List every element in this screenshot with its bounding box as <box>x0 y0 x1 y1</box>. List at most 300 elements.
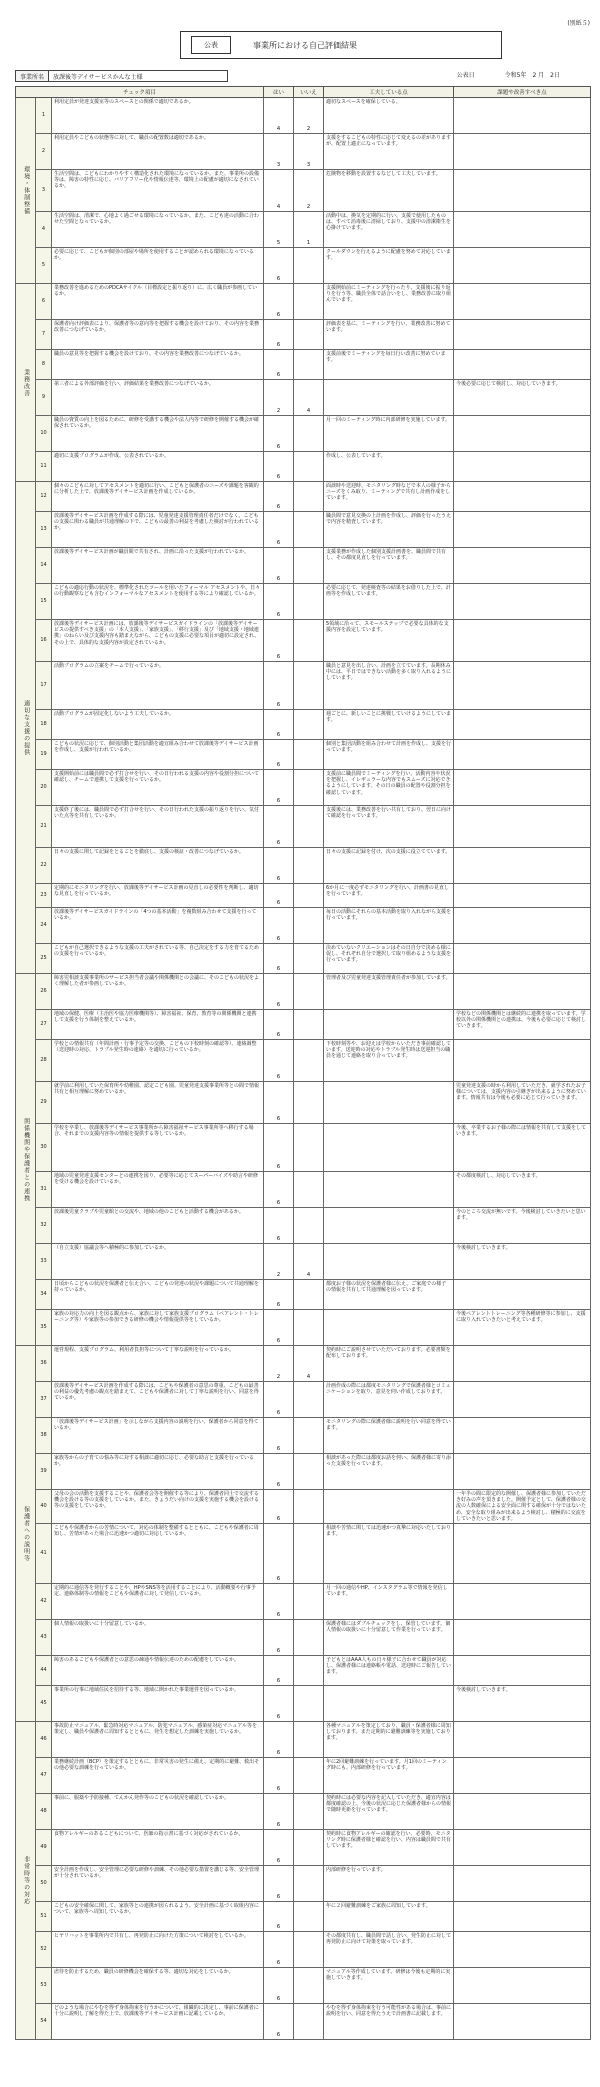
issue-text <box>454 452 591 482</box>
table-row <box>16 1722 591 1758</box>
row-number: 50 <box>36 1866 52 1902</box>
no-count <box>294 548 324 584</box>
yes-count: 5 <box>264 212 294 248</box>
yes-count: 2 <box>264 1346 294 1382</box>
issue-text <box>454 1524 591 1584</box>
yes-count: 6 <box>264 710 294 740</box>
table-row <box>16 584 591 620</box>
row-number: 31 <box>36 1172 52 1208</box>
issue-text <box>454 1346 591 1382</box>
check-item: 職員の資質の向上を図るために、研修を受講する機会や法人内等で研修を開催する機会が確保されているか。 <box>52 416 264 452</box>
table-row <box>16 1418 591 1454</box>
issue-text <box>454 806 591 848</box>
check-item: 安全計画を作成し、安全管理に必要な研修や訓練、その他必要な措置を講じる等、安全管理が十分されているか。 <box>52 1866 264 1902</box>
issue-text <box>454 416 591 452</box>
yes-count: 6 <box>264 908 294 944</box>
row-number: 20 <box>36 770 52 806</box>
table-row <box>16 1866 591 1902</box>
effort-text <box>324 1310 454 1346</box>
issue-text <box>454 2004 591 2040</box>
issue-text: 今後検討していきます。 <box>454 1244 591 1280</box>
check-item: 放課後等デイサービスガイドラインの「4つの基本活動」を複数組み合わせて支援を行っているか。 <box>52 908 264 944</box>
row-number: 1 <box>36 98 52 134</box>
effort-text <box>324 1010 454 1040</box>
no-count <box>294 974 324 1010</box>
no-count <box>294 1968 324 2004</box>
issue-text <box>454 770 591 806</box>
yes-count: 6 <box>264 1454 294 1490</box>
no-count <box>294 284 324 320</box>
table-row <box>16 806 591 848</box>
header-no: いいえ <box>294 87 324 98</box>
issue-text <box>454 740 591 770</box>
yes-count: 6 <box>264 974 294 1010</box>
publish-date: 令和5年 2 月 2日 <box>504 72 560 79</box>
row-number: 36 <box>36 1346 52 1382</box>
publish-date-block <box>457 70 590 82</box>
check-item: 支援終了後には、職員間で必ず打合せを行い、その日行われた支援の振り返りを行い、気付いた点等を共有しているか。 <box>52 806 264 848</box>
row-number: 46 <box>36 1722 52 1758</box>
issue-text <box>454 548 591 584</box>
table-row <box>16 1172 591 1208</box>
issue-text: 児童発達支援の時から利用していただき、就学されたお子様については、支援内容の引継ぎが出来るように努めています。情報共有は今後も必要に応じて行っていきます。 <box>454 1082 591 1124</box>
header-effort: 工夫している点 <box>324 87 454 98</box>
effort-text: クールダウンを行えるように配慮を努めて対応しています。 <box>324 248 454 284</box>
no-count <box>294 1686 324 1722</box>
table-row <box>16 620 591 662</box>
check-item: 地域の児童発達支援センターとの連携を図り、必要等に応じてスーパーバイズや助言や研修を受ける機会を設けているか。 <box>52 1172 264 1208</box>
yes-count: 6 <box>264 1866 294 1902</box>
no-count <box>294 1382 324 1418</box>
table-row <box>16 1040 591 1082</box>
table-row <box>16 320 591 350</box>
issue-text <box>454 350 591 380</box>
check-item: こどもや保護者からの苦情について、対応の体制を整備するとともに、こどもや保護者に周知し、苦情があった場合に迅速かつ適切に対応しているか。 <box>52 1524 264 1584</box>
row-number: 43 <box>36 1620 52 1656</box>
table-row <box>16 662 591 710</box>
row-number: 10 <box>36 416 52 452</box>
effort-text: 支援をするこどもの特性に応じて変えるの差がありますが、配置上適正になっています。 <box>324 134 454 170</box>
effort-text: 年に２回避難訓練をご家族に周知しています。 <box>324 1902 454 1932</box>
no-count <box>294 1418 324 1454</box>
issue-text: 今後検討していきます。 <box>454 1686 591 1722</box>
section-label: 非常時等の対応 <box>16 1722 36 2040</box>
effort-text: 計画作成の際には都度モニタリングで保護者様とコミュニケーションを取り、意見を伺い作成しております。 <box>324 1382 454 1418</box>
row-number: 24 <box>36 908 52 944</box>
no-count: 3 <box>294 134 324 170</box>
row-number: 26 <box>36 974 52 1010</box>
check-item: 生活空間は、清潔で、心地よく過ごせる環境になっているか。また、こども達の活動に合わせた空間となっているか。 <box>52 212 264 248</box>
yes-count: 6 <box>264 1968 294 2004</box>
check-item: 必要に応じて、こどもが個別の部屋や場所を使用することが認められる環境になっているか。 <box>52 248 264 284</box>
effort-text: 支援業務が作成した個別支援計画書を、職員間で共有し、その都度見直しを行っています。 <box>324 548 454 584</box>
no-count: 2 <box>294 98 324 134</box>
effort-text: 支援前に職員間でミーティングを行い、活動内容や状況を把握し、イレギュラーな内容でもスムーズに対応できるようにしています。その日の職員の配置や役割分担を確認しています。 <box>324 770 454 806</box>
section-label: 保護者への説明等 <box>16 1346 36 1722</box>
issue-text: 学校などの関係機関とは継続的に連携を取っています。学校以外の関係機関との連携は、今後も必要に応じて検討していきます。 <box>454 1010 591 1040</box>
row-number: 47 <box>36 1758 52 1794</box>
check-item: こどもの適応行動の状況を、標準化されたツールを用いたフォーマル アセスメントや、日々の行動観察なども含むインフォーマルなアセスメントを使用する等により確認しているか。 <box>52 584 264 620</box>
issue-text: 今後必要に応じて検討し、対応していきます。 <box>454 380 591 416</box>
issue-text <box>454 1656 591 1686</box>
check-item: 日頃からこどもの状況を保護者と伝え合い、こどもの発達の状況や課題について共通理解を持っているか。 <box>52 1280 264 1310</box>
effort-text: 内部研修を行っています。 <box>324 1866 454 1902</box>
check-item: 第三者による外部評価を行い、評価結果を業務改善につなげているか。 <box>52 380 264 416</box>
check-item: どのような場合にやむを得ず身体拘束を行うかについて、組織的に決定し、事前に保護者に十分に説明し了解を得た上で、放課後等デイサービス計画に記載しているか。 <box>52 2004 264 2040</box>
title-box <box>180 31 502 59</box>
yes-count: 6 <box>264 1656 294 1686</box>
issue-text <box>454 1866 591 1902</box>
public-tag: 公表 <box>191 36 231 54</box>
yes-count: 6 <box>264 1010 294 1040</box>
table-row <box>16 1656 591 1686</box>
no-count <box>294 1040 324 1082</box>
table-row <box>16 1794 591 1830</box>
issue-text <box>454 134 591 170</box>
yes-count: 6 <box>264 848 294 884</box>
row-number: 44 <box>36 1656 52 1686</box>
issue-text <box>454 1454 591 1490</box>
check-item: ヒヤリハットを事業所内で共有し、再発防止に向けた方策について検討をしているか。 <box>52 1932 264 1968</box>
row-number: 18 <box>36 710 52 740</box>
table-row <box>16 908 591 944</box>
row-number: 40 <box>36 1490 52 1524</box>
issue-text <box>454 1902 591 1932</box>
table-row <box>16 1524 591 1584</box>
check-item: 放課後等デイサービス計画を作成する際には、こどもや保護者の意思の尊重、こどもの最善の利益の優先考慮の観点を踏まえて、こどもや保護者に対して丁寧な説明を行い、同意を得ているか。 <box>52 1382 264 1418</box>
issue-text <box>454 1794 591 1830</box>
check-item: 障害児相談支援事業所のサービス担当者会議や関係機関との会議に、そのこどもの状況をよく理解した者が参画しているか。 <box>52 974 264 1010</box>
effort-text: 相談があった際には都度お話を伺い、保護者様に寄り添った支援を行っています。 <box>324 1454 454 1490</box>
issue-text <box>454 1968 591 2004</box>
yes-count: 6 <box>264 806 294 848</box>
effort-text: 管理者及び児童発達支援管理責任者が参加しています。 <box>324 974 454 1010</box>
check-item: 業務継続計画（BCP）を策定するとともに、非常災害の発生に備え、定期的に避難、救出その他必要な訓練を行っているか。 <box>52 1758 264 1794</box>
effort-text <box>324 1208 454 1244</box>
table-header-row <box>16 87 591 98</box>
row-number: 14 <box>36 548 52 584</box>
issue-text <box>454 884 591 908</box>
no-count: 4 <box>294 380 324 416</box>
yes-count: 6 <box>264 1902 294 1932</box>
no-count <box>294 662 324 710</box>
issue-text: 今後ペアレントトレーニング等各種研修等に参加し、支援に取り入れていきたいと考えています。 <box>454 1310 591 1346</box>
effort-text <box>324 380 454 416</box>
header-issue: 課題や改善すべき点 <box>454 87 591 98</box>
yes-count: 6 <box>264 284 294 320</box>
issue-text <box>454 248 591 284</box>
yes-count: 6 <box>264 1124 294 1172</box>
no-count <box>294 416 324 452</box>
row-number: 51 <box>36 1902 52 1932</box>
no-count <box>294 1620 324 1656</box>
row-number: 45 <box>36 1686 52 1722</box>
issue-text <box>454 482 591 512</box>
yes-count: 6 <box>264 1490 294 1524</box>
section-label: 業務改善 <box>16 284 36 482</box>
effort-text: 6か月に一度必ずモニタリングを行い、計画書の見直しを行っています。 <box>324 884 454 908</box>
table-row <box>16 740 591 770</box>
no-count: 2 <box>294 170 324 212</box>
yes-count: 6 <box>264 1794 294 1830</box>
row-number: 11 <box>36 452 52 482</box>
row-number: 30 <box>36 1124 52 1172</box>
issue-text <box>454 974 591 1010</box>
issue-text <box>454 1040 591 1082</box>
effort-text: 年に2回避難訓練を行っています。月1回のミーティング時にも、内部研修を行っています。 <box>324 1758 454 1794</box>
table-row <box>16 1082 591 1124</box>
row-number: 37 <box>36 1382 52 1418</box>
section-label: 関係機関や保護者との連携 <box>16 974 36 1346</box>
effort-text: 都度お子様の状況を保護者様に伝え、ご家庭での様子の情報を共有して共通理解を図っています。 <box>324 1280 454 1310</box>
row-number: 38 <box>36 1418 52 1454</box>
table-row <box>16 380 591 416</box>
row-number: 48 <box>36 1794 52 1830</box>
effort-text: 職員間で意見交換の上計画を作成し、評価を行ったうえで内容を精査しています。 <box>324 512 454 548</box>
issue-text <box>454 212 591 248</box>
issue-text <box>454 284 591 320</box>
no-count <box>294 1124 324 1172</box>
no-count <box>294 770 324 806</box>
no-count: 4 <box>294 1346 324 1382</box>
issue-text <box>454 848 591 884</box>
issue-text: 今のところ交流が無いです。今後検討していきたいと思います。 <box>454 1208 591 1244</box>
effort-text: 相談や苦情に関しては迅速かつ真摯に対応いたしております。 <box>324 1524 454 1584</box>
row-number: 27 <box>36 1010 52 1040</box>
yes-count: 6 <box>264 1524 294 1584</box>
table-row <box>16 512 591 548</box>
no-count <box>294 452 324 482</box>
effort-text: 適切なスペースを確保している。 <box>324 98 454 134</box>
row-number: 33 <box>36 1244 52 1280</box>
effort-text: 週ごとに、新しいことに挑戦していけるようにしています。 <box>324 710 454 740</box>
check-item: 定期的にモニタリングを行い、放課後等デイサービス計画の見直しの必要性を判断し、適切な見直しを行っているか。 <box>52 884 264 908</box>
table-row <box>16 1454 591 1490</box>
table-row <box>16 770 591 806</box>
table-row <box>16 134 591 170</box>
check-item: 事故防止マニュアル、緊急時対応マニュアル、防犯マニュアル、感染症対応マニュアル等を策定し、職員や保護者に周知するとともに、発生を想定した訓練を実施しているか。 <box>52 1722 264 1758</box>
no-count <box>294 1454 324 1490</box>
row-number: 42 <box>36 1584 52 1620</box>
effort-text: 作成し、公表しています。 <box>324 452 454 482</box>
yes-count: 2 <box>264 1244 294 1280</box>
effort-text: 契約時に食物アレルギーの確認を行い、必要時、モニタリング時に保護者様と確認を行い、内容は職員間で共有しています。 <box>324 1830 454 1866</box>
yes-count: 6 <box>264 770 294 806</box>
table-row <box>16 974 591 1010</box>
no-count <box>294 740 324 770</box>
row-number: 28 <box>36 1040 52 1082</box>
table-row <box>16 1968 591 2004</box>
row-number: 52 <box>36 1932 52 1968</box>
check-item: 「放課後等デイサービス計画」を示しながら支援内容の説明を行い、保護者から同意を得ているか。 <box>52 1418 264 1454</box>
row-number: 16 <box>36 620 52 662</box>
page-title: 事業所における自己評価結果 <box>253 40 357 50</box>
no-count <box>294 584 324 620</box>
check-item: 学校との情報共有（年間計画・行事予定等の交換、こどもの下校時刻の確認等）、連絡調整（送迎時の対応、トラブル発生時の連絡）を適切に行っているか。 <box>52 1040 264 1082</box>
check-item: 活動プログラムが固定化しないよう工夫しているか。 <box>52 710 264 740</box>
no-count <box>294 1082 324 1124</box>
check-item: 放課後児童クラブや児童館との交流や、地域の他のこどもと活動する機会があるか。 <box>52 1208 264 1244</box>
effort-text <box>324 1686 454 1722</box>
row-number: 35 <box>36 1310 52 1346</box>
no-count <box>294 320 324 350</box>
publish-date-label: 公表日 <box>456 72 475 79</box>
row-number: 5 <box>36 248 52 284</box>
no-count <box>294 1010 324 1040</box>
effort-text: モニタリングの際に保護者様に説明を行い同意を得ています。 <box>324 1418 454 1454</box>
check-item: 定期的に通信等を発行することや、HPやSNS等を活用することにより、活動概要や行事予定、連絡体制等の情報をこどもや保護者に対して発信しているか。 <box>52 1584 264 1620</box>
no-count <box>294 1172 324 1208</box>
check-item: 日々の支援に関して記録をとることを徹底し、支援の検証・改善につなげているか。 <box>52 848 264 884</box>
effort-text: 活動中は、換気を定期的に行い、支援で使用したものは、すべて消毒後に清掃しており、支援中の清潔衛生を心掛けています。 <box>324 212 454 248</box>
form-id: (別紙５) <box>567 20 590 27</box>
check-item: （自立支援）協議会等へ積極的に参加しているか。 <box>52 1244 264 1280</box>
table-row <box>16 248 591 284</box>
check-item: 家族等からの子育ての悩み等に対する相談に適切に応じ、必要な助言と支援を行っているか。 <box>52 1454 264 1490</box>
check-item: こどもが自己選択できるような支援の工夫がされている等、自己決定をする力を育てるための支援を行っているか。 <box>52 944 264 974</box>
no-count <box>294 1830 324 1866</box>
yes-count: 6 <box>264 620 294 662</box>
table-body <box>16 98 591 2040</box>
yes-count: 6 <box>264 1280 294 1310</box>
no-count <box>294 908 324 944</box>
no-count: 4 <box>294 1244 324 1280</box>
yes-count: 6 <box>264 416 294 452</box>
issue-text <box>454 170 591 212</box>
effort-text: 評価表を基に、ミーティングを行い、業務改善に努めています。 <box>324 320 454 350</box>
effort-text: 危険物を移動を設置するなどして工夫しています。 <box>324 170 454 212</box>
row-number: 29 <box>36 1082 52 1124</box>
row-number: 34 <box>36 1280 52 1310</box>
effort-text: 月一回の通信やHP、インスタグラム等で情報を発信しています。 <box>324 1584 454 1620</box>
row-number: 21 <box>36 806 52 848</box>
effort-text <box>324 1244 454 1280</box>
table-row <box>16 98 591 134</box>
issue-text <box>454 1758 591 1794</box>
effort-text: 5領域に沿って、スモールステップで必要な具体的な支援内容を設定しています。 <box>324 620 454 662</box>
yes-count: 6 <box>264 1382 294 1418</box>
effort-text: 決めていないクリエーションはその日自分で決める様に促し、それぞれ自分で選択して取り組めるような支援を行っています。 <box>324 944 454 974</box>
effort-text: 面談時や送迎時、モニタリング時などで本人の様子からニーズをくみ取り、ミーティングで共有し計画作成をしています。 <box>324 482 454 512</box>
yes-count: 6 <box>264 1418 294 1454</box>
effort-text <box>324 1172 454 1208</box>
no-count <box>294 620 324 662</box>
row-number: 15 <box>36 584 52 620</box>
office-name: 放課後等デイサービスかんな士様 <box>49 70 228 82</box>
yes-count: 6 <box>264 248 294 284</box>
issue-text <box>454 1722 591 1758</box>
effort-text: マニュアル等作成しています。研修は今後も定期的に実施していきます。 <box>324 1968 454 2004</box>
evaluation-table <box>15 86 591 2040</box>
row-number: 12 <box>36 482 52 512</box>
issue-text <box>454 1620 591 1656</box>
table-row <box>16 848 591 884</box>
issue-text <box>454 1932 591 1968</box>
check-item: 個人情報の取扱いに十分留意しているか。 <box>52 1620 264 1656</box>
table-row <box>16 1830 591 1866</box>
no-count <box>294 1722 324 1758</box>
check-item: 生活空間は、こどもにわかりやすく構造化された環境になっているか。また、事業所の設備等は、障害の特性に応じ、バリアフリー化や情報伝達等、環境上の配慮が適切になされているか。 <box>52 170 264 212</box>
table-row <box>16 1620 591 1656</box>
no-count <box>294 710 324 740</box>
yes-count: 6 <box>264 1584 294 1620</box>
yes-count: 6 <box>264 350 294 380</box>
row-number: 17 <box>36 662 52 710</box>
check-item: 食物アレルギーのあるこどもについて、医師の指示書に基づく対応がされているか。 <box>52 1830 264 1866</box>
yes-count: 6 <box>264 1208 294 1244</box>
table-row <box>16 212 591 248</box>
issue-text <box>454 1418 591 1454</box>
effort-text: 個別と集団活動を組み合わせて計画を作成し、支援を行っています。 <box>324 740 454 770</box>
row-number: 3 <box>36 170 52 212</box>
check-item: 学校を卒業し、放課後等デイサービス事業所から障害福祉サービス事業所等へ移行する場合、それまでの支援内容等の情報を提供する等しているか。 <box>52 1124 264 1172</box>
header-yes: はい <box>264 87 294 98</box>
table-row <box>16 1010 591 1040</box>
yes-count: 6 <box>264 1758 294 1794</box>
yes-count: 6 <box>264 944 294 974</box>
no-count <box>294 1656 324 1686</box>
table-row <box>16 1280 591 1310</box>
no-count <box>294 1208 324 1244</box>
yes-count: 6 <box>264 1310 294 1346</box>
header-check-item: チェック項目 <box>16 87 264 98</box>
check-item: 職員の意見等を把握する機会を設けており、その内容を業務改善につなげているか。 <box>52 350 264 380</box>
row-number: 8 <box>36 350 52 380</box>
yes-count: 6 <box>264 1932 294 1968</box>
check-item: 地域の保健、医療（主治医や協力医療機関等）、障害福祉、保育、教育等の関係機関と連携して支援を行う体制を整えているか。 <box>52 1010 264 1040</box>
table-row <box>16 1584 591 1620</box>
row-number: 7 <box>36 320 52 350</box>
no-count: 1 <box>294 212 324 248</box>
issue-text <box>454 710 591 740</box>
issue-text: 一年半の間に限定的な開催し、保護者様に参加していただき好みの声を頂きました。開催予定として、保護者様の交流の人数確保による安全面に関する確保が十分ではないため、安全な取り組みが出来るよう検討し、積極的に交流をしていきたいと思います。 <box>454 1490 591 1524</box>
yes-count: 6 <box>264 1040 294 1082</box>
table-row <box>16 1382 591 1418</box>
yes-count: 6 <box>264 740 294 770</box>
issue-text <box>454 1830 591 1866</box>
table-row <box>16 710 591 740</box>
effort-text: 日々の支援に記録を付け、次の支援に役立てています。 <box>324 848 454 884</box>
check-item: 利用定員やこどもの状態等に対して、職員の配置数は適切であるか。 <box>52 134 264 170</box>
table-row <box>16 884 591 908</box>
issue-text <box>454 1382 591 1418</box>
yes-count: 6 <box>264 548 294 584</box>
check-item: 障害のあるこどもや保護者との意思の疎通や情報伝達のための配慮をしているか。 <box>52 1656 264 1686</box>
yes-count: 2 <box>264 380 294 416</box>
check-item: 個々のこどもに対してアセスメントを適切に行い、こどもと保護者のニーズや課題を客観的に分析した上で、放課後等デイサービス計画を作成しているか。 <box>52 482 264 512</box>
office-header <box>15 70 590 82</box>
effort-text: 契約時には必要な内容を記入していただき、適宜内容は都度確認の上、今後の状況に応じた保護者様からの情報で随時更新を行っています。 <box>324 1794 454 1830</box>
check-item: 活動プログラムの立案をチームで行っているか。 <box>52 662 264 710</box>
table-row <box>16 1758 591 1794</box>
check-item: 事前に、服薬や予防接種、てんかん発作等のこどもの状況を確認しているか。 <box>52 1794 264 1830</box>
table-row <box>16 1490 591 1524</box>
no-count <box>294 512 324 548</box>
table-row <box>16 1902 591 1932</box>
no-count <box>294 1794 324 1830</box>
row-number: 23 <box>36 884 52 908</box>
yes-count: 6 <box>264 452 294 482</box>
issue-text <box>454 512 591 548</box>
effort-text: 下校時刻等や、お迎えは学校からいただき事前確認しています。送迎時の対応やトラブル発生時は送迎担当の職員を通じて連絡を取り合っています。 <box>324 1040 454 1082</box>
yes-count: 6 <box>264 884 294 908</box>
effort-text: 支援後には、業務改善を行い共有しており、翌日に向けて確認を行っています。 <box>324 806 454 848</box>
yes-count: 6 <box>264 1082 294 1124</box>
no-count <box>294 1280 324 1310</box>
check-item: 保護者向け評価表により、保護者等の意向等を把握する機会を設けており、その内容を業務改善につなげているか。 <box>52 320 264 350</box>
table-row <box>16 1346 591 1382</box>
no-count <box>294 1524 324 1584</box>
